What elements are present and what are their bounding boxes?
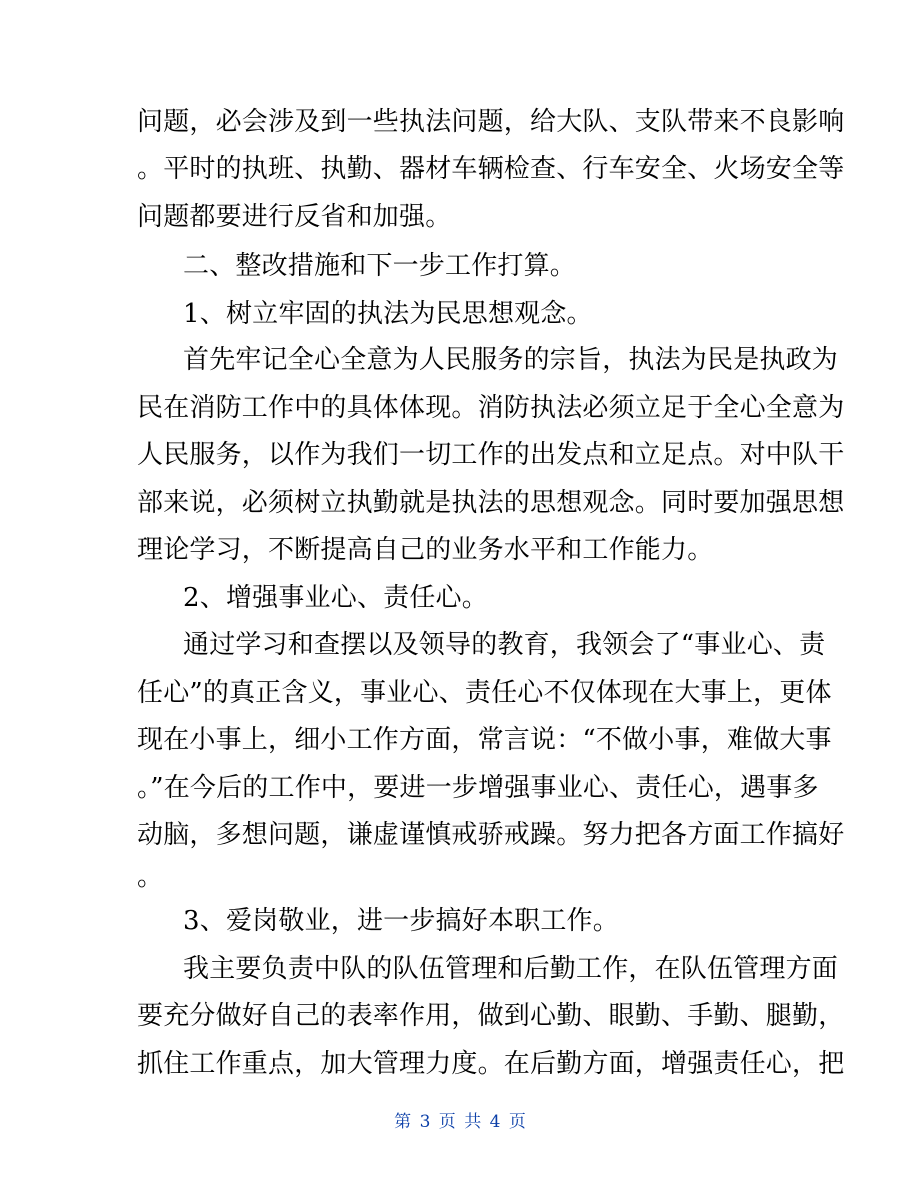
- text-line: 。: [137, 862, 164, 892]
- text-line: 抓住工作重点，加大管理力度。在后勤方面，增强责任心，把: [137, 1049, 845, 1079]
- text-line: 。”在今后的工作中，要进一步增强事业心、责任心，遇事多: [137, 773, 819, 803]
- text-line: 现在小事上，细小工作方面，常言说：“不做小事，难做大事: [137, 725, 832, 755]
- text-line: 。平时的执班、执勤、器材车辆检查、行车安全、火场安全等: [137, 154, 845, 184]
- text-line: 要充分做好自己的表率作用，做到心勤、眼勤、手勤、腿勤，: [137, 1001, 845, 1031]
- text-line: 理论学习，不断提高自己的业务水平和工作能力。: [137, 535, 714, 565]
- section-heading: 二、整改措施和下一步工作打算。: [183, 251, 577, 281]
- text-line: 部来说，必须树立执勤就是执法的思想观念。同时要加强思想: [137, 488, 845, 518]
- text-line: 问题都要进行反省和加强。: [137, 202, 452, 232]
- page-number-footer: 第 3 页 共 4 页: [394, 1112, 526, 1132]
- subsection-heading: 3、爱岗敬业，进一步搞好本职工作。: [183, 906, 619, 936]
- text-line: 人民服务，以作为我们一切工作的出发点和立足点。对中队干: [137, 440, 845, 470]
- subsection-heading: 1、树立牢固的执法为民思想观念。: [183, 299, 593, 329]
- text-line: 民在消防工作中的具体体现。消防执法必须立足于全心全意为: [137, 393, 845, 423]
- text-line: 问题，必会涉及到一些执法问题，给大队、支队带来不良影响: [137, 107, 845, 137]
- subsection-heading: 2、增强事业心、责任心。: [183, 583, 488, 613]
- text-line: 任心”的真正含义，事业心、责任心不仅体现在大事上，更体: [137, 678, 832, 708]
- text-line: 我主要负责中队的队伍管理和后勤工作，在队伍管理方面: [183, 954, 839, 984]
- text-line: 动脑，多想问题，谦虚谨慎戒骄戒躁。努力把各方面工作搞好: [137, 820, 845, 850]
- text-line: 通过学习和查摆以及领导的教育，我领会了“事业心、责: [183, 630, 826, 660]
- text-line: 首先牢记全心全意为人民服务的宗旨，执法为民是执政为: [183, 345, 839, 375]
